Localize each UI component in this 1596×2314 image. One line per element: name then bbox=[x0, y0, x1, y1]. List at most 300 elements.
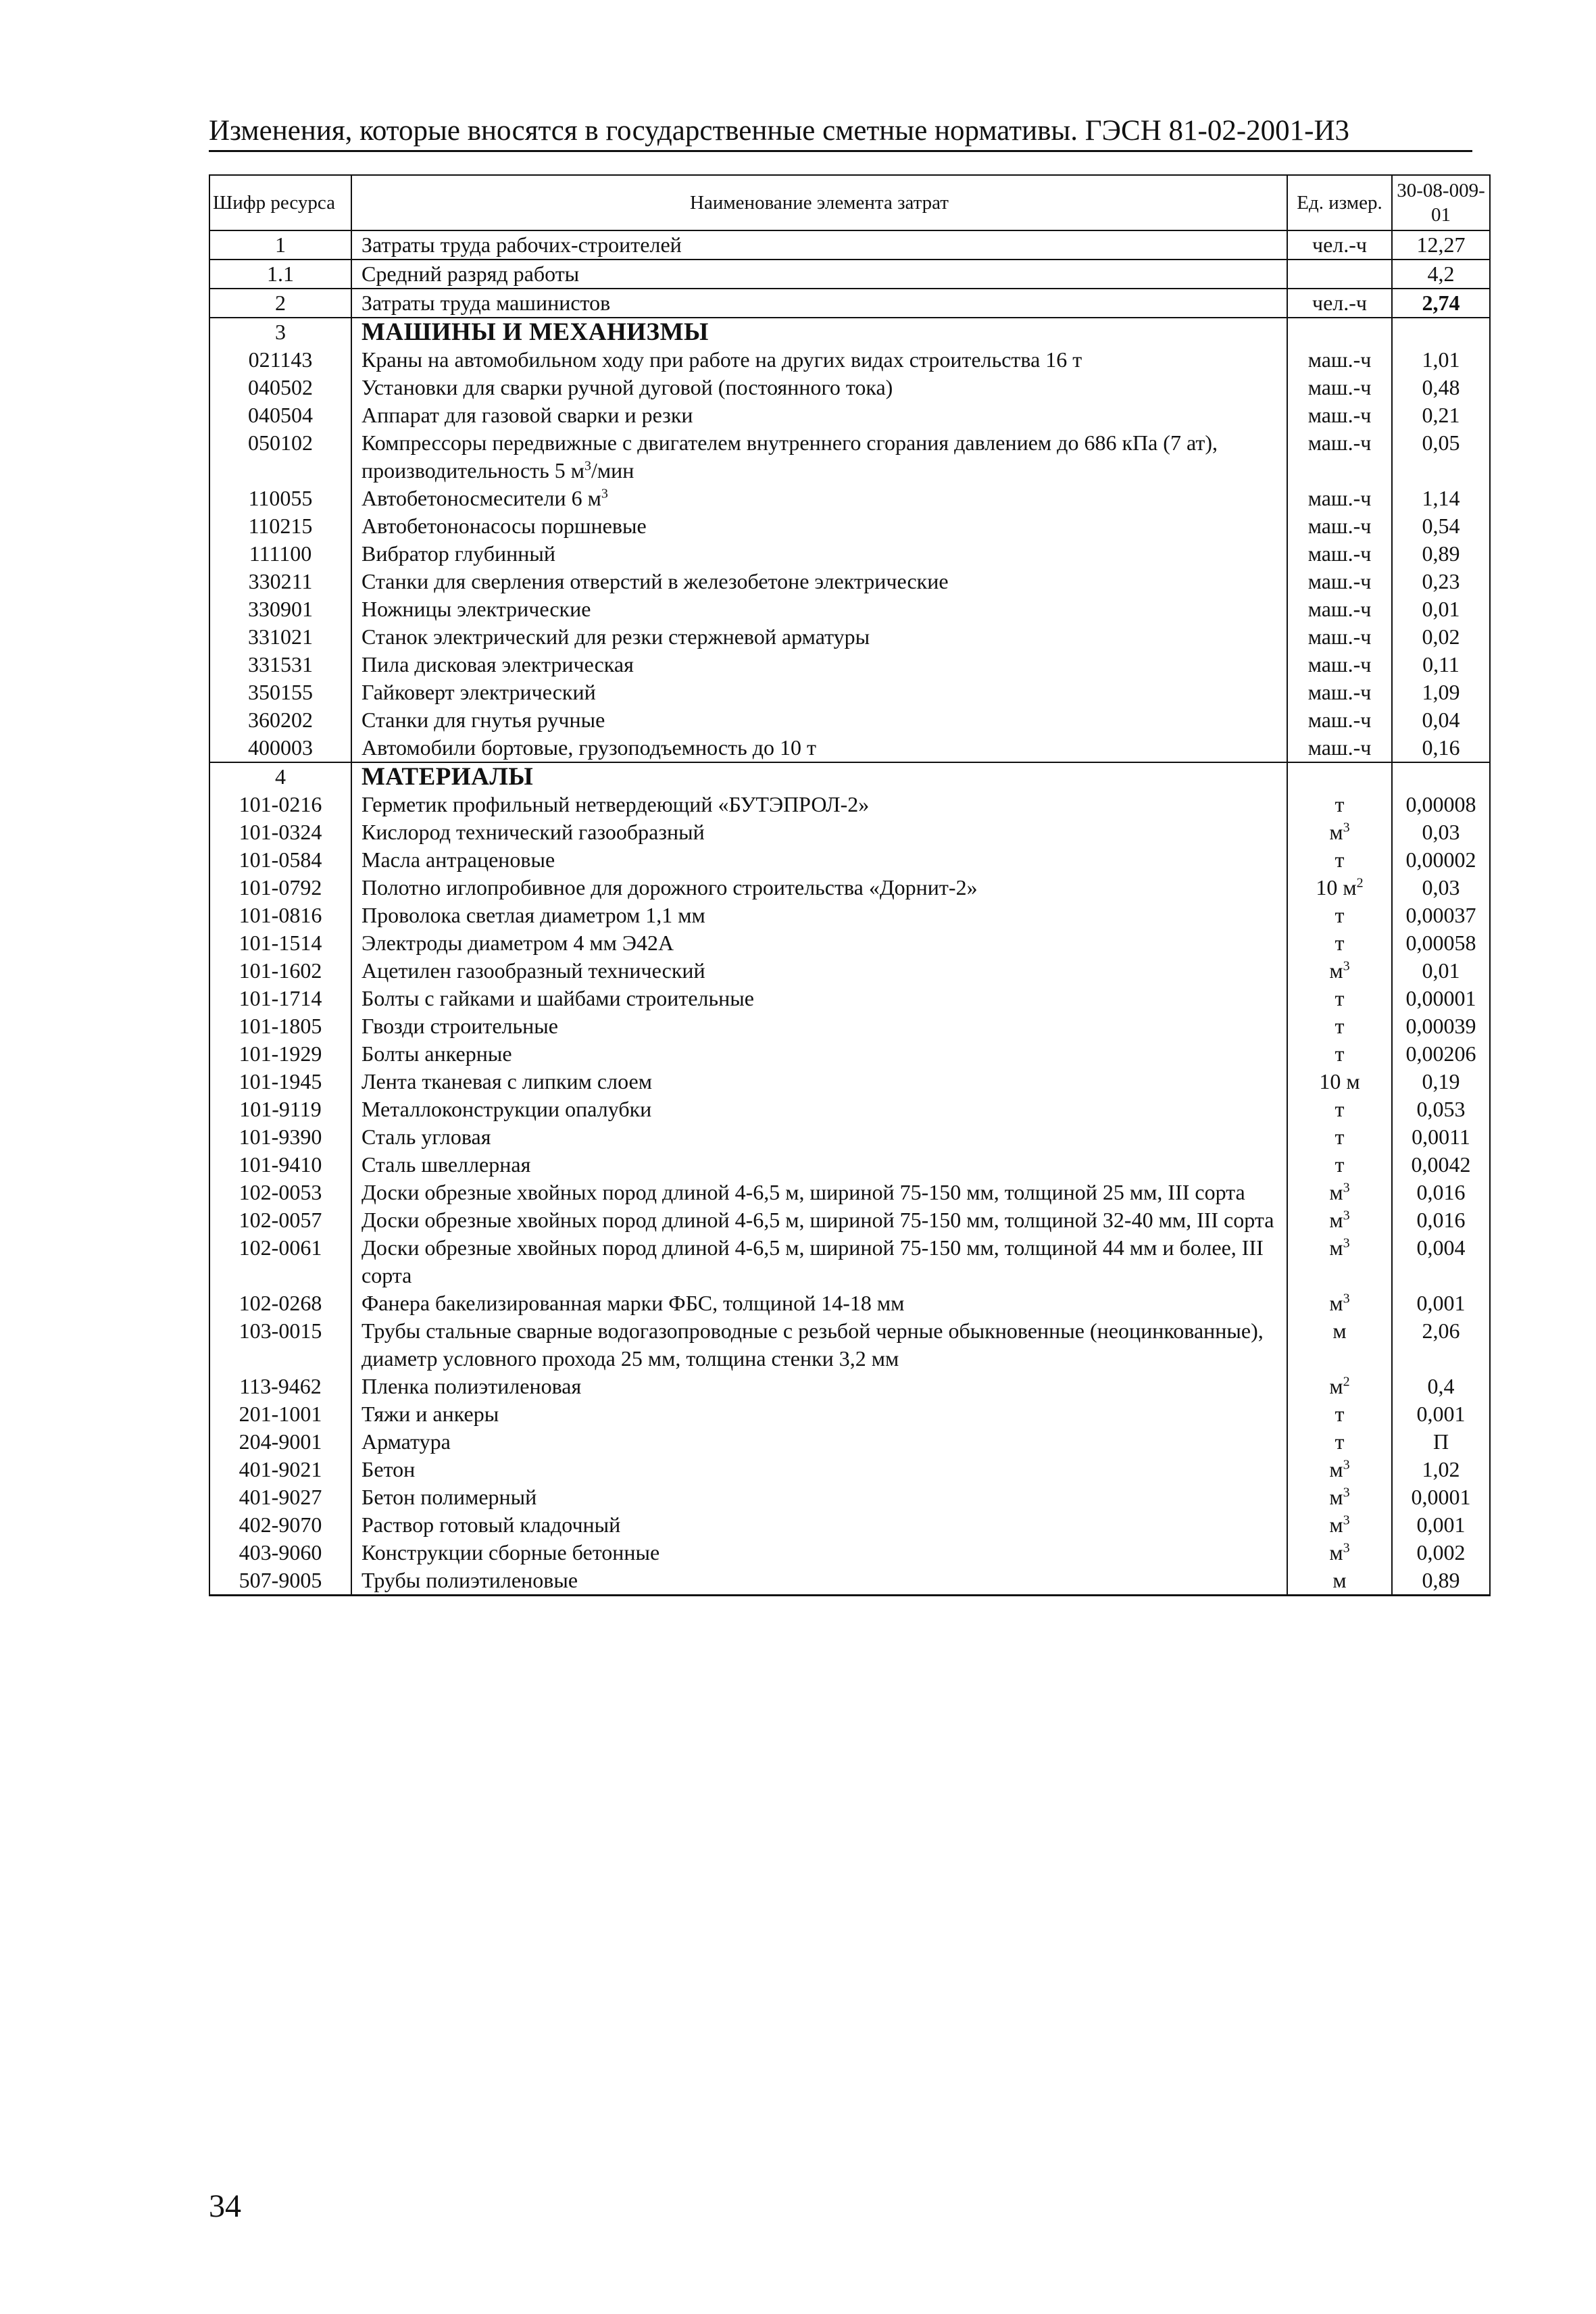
resource-code: 102-0053 bbox=[209, 1179, 351, 1206]
norm-value: П bbox=[1392, 1428, 1490, 1456]
unit-text: т bbox=[1335, 1429, 1345, 1454]
unit-of-measure bbox=[1287, 1428, 1392, 1456]
resource-code: 3 bbox=[209, 318, 351, 346]
unit-text: маш.-ч bbox=[1307, 652, 1372, 676]
resource-name-text: Компрессоры передвижные с двигателем внутреннего сгорания давлением до 686 кПа (7 ат), производительность 5 м bbox=[361, 430, 1218, 483]
norm-value: 0,001 bbox=[1392, 1289, 1490, 1317]
unit-text: маш.-ч bbox=[1307, 541, 1372, 566]
unit-text: маш.-ч bbox=[1307, 514, 1372, 538]
resource-code: 101-9410 bbox=[209, 1151, 351, 1179]
unit-of-measure bbox=[1287, 1040, 1392, 1068]
resource-code: 111100 bbox=[209, 540, 351, 568]
unit-text: чел.-ч bbox=[1312, 232, 1367, 257]
resource-code: 201-1001 bbox=[209, 1400, 351, 1428]
unit-superscript: 3 bbox=[1343, 1235, 1350, 1251]
resource-name-text: Герметик профильный нетвердеющий «БУТЭПРОЛ-2» bbox=[361, 792, 870, 816]
resource-name-text: Арматура bbox=[361, 1429, 451, 1454]
resource-code: 2 bbox=[209, 289, 351, 318]
unit-of-measure bbox=[1287, 318, 1392, 346]
unit-of-measure bbox=[1287, 651, 1392, 679]
resource-name bbox=[351, 1234, 1287, 1289]
unit-of-measure bbox=[1287, 1012, 1392, 1040]
resource-code: 101-0324 bbox=[209, 818, 351, 846]
resource-name-text: Конструкции сборные бетонные bbox=[361, 1540, 660, 1565]
resource-name bbox=[351, 706, 1287, 734]
resource-code: 402-9070 bbox=[209, 1511, 351, 1539]
unit-of-measure bbox=[1287, 1179, 1392, 1206]
resource-name-text: Станки для гнутья ручные bbox=[361, 708, 605, 732]
norm-value: 0,04 bbox=[1392, 706, 1490, 734]
norm-value: 0,00206 bbox=[1392, 1040, 1490, 1068]
name-superscript: 3 bbox=[601, 486, 608, 501]
resource-name-text: Доски обрезные хвойных пород длиной 4-6,5 м, шириной 75-150 мм, толщиной 44 мм и более, III сорта bbox=[361, 1235, 1264, 1287]
resource-code: 401-9027 bbox=[209, 1483, 351, 1511]
resource-name-text: Пленка полиэтиленовая bbox=[361, 1374, 582, 1398]
table-row bbox=[209, 1040, 1490, 1068]
unit-text: м bbox=[1329, 1374, 1343, 1398]
norm-value: 0,0042 bbox=[1392, 1151, 1490, 1179]
norm-value: 2,06 bbox=[1392, 1317, 1490, 1373]
resource-name-text: Трубы полиэтиленовые bbox=[361, 1568, 578, 1592]
column-header-norm: 30-08-009-01 bbox=[1392, 175, 1490, 230]
unit-text: м bbox=[1332, 1319, 1347, 1343]
resource-name bbox=[351, 1317, 1287, 1373]
resource-name bbox=[351, 957, 1287, 985]
resource-name bbox=[351, 1483, 1287, 1511]
resource-name bbox=[351, 429, 1287, 485]
header-rule bbox=[209, 150, 1472, 152]
resource-name-text: Полотно иглопробивное для дорожного строительства «Дорнит-2» bbox=[361, 875, 978, 900]
unit-of-measure bbox=[1287, 1234, 1392, 1289]
resource-name-text: Автобетоносмесители 6 м bbox=[361, 486, 601, 510]
resource-name-text: Средний разряд работы bbox=[361, 262, 580, 286]
resource-name-text: Затраты труда рабочих-строителей bbox=[361, 232, 682, 257]
unit-of-measure bbox=[1287, 762, 1392, 791]
table-row bbox=[209, 540, 1490, 568]
norm-value: 0,0001 bbox=[1392, 1483, 1490, 1511]
table-row bbox=[209, 1317, 1490, 1373]
unit-of-measure bbox=[1287, 1456, 1392, 1483]
norm-value: 0,05 bbox=[1392, 429, 1490, 485]
unit-text: м bbox=[1329, 958, 1343, 983]
unit-text: м bbox=[1329, 1457, 1343, 1481]
norm-value: 0,19 bbox=[1392, 1068, 1490, 1096]
unit-text: маш.-ч bbox=[1307, 680, 1372, 704]
unit-text: 10 м bbox=[1316, 875, 1357, 900]
unit-text: м bbox=[1329, 1485, 1343, 1509]
table-row bbox=[209, 512, 1490, 540]
column-header-unit: Ед. измер. bbox=[1287, 175, 1392, 230]
unit-text: м bbox=[1329, 1208, 1343, 1232]
table-row bbox=[209, 401, 1490, 429]
resource-code: 113-9462 bbox=[209, 1373, 351, 1400]
resource-code: 101-0216 bbox=[209, 791, 351, 818]
unit-superscript: 3 bbox=[1343, 820, 1350, 835]
resource-name bbox=[351, 1151, 1287, 1179]
unit-text: т bbox=[1335, 792, 1345, 816]
unit-text: маш.-ч bbox=[1307, 347, 1372, 372]
page-number: 34 bbox=[209, 2188, 241, 2224]
unit-of-measure bbox=[1287, 568, 1392, 595]
resource-name bbox=[351, 1567, 1287, 1596]
resource-name-text: МАШИНЫ И МЕХАНИЗМЫ bbox=[361, 318, 709, 346]
norm-value: 1,01 bbox=[1392, 346, 1490, 374]
resource-code: 050102 bbox=[209, 429, 351, 485]
resource-code: 101-1602 bbox=[209, 957, 351, 985]
resource-name-text: Бетон bbox=[361, 1457, 416, 1481]
table-row bbox=[209, 1068, 1490, 1096]
unit-of-measure bbox=[1287, 1151, 1392, 1179]
resource-table-container bbox=[209, 174, 1489, 1596]
table-row bbox=[209, 846, 1490, 874]
resource-name bbox=[351, 734, 1287, 762]
resource-name bbox=[351, 985, 1287, 1012]
resource-code: 101-9119 bbox=[209, 1096, 351, 1123]
resource-code: 101-0792 bbox=[209, 874, 351, 902]
unit-superscript: 3 bbox=[1343, 1457, 1350, 1473]
resource-code: 102-0057 bbox=[209, 1206, 351, 1234]
unit-text: т bbox=[1335, 1125, 1345, 1149]
table-row bbox=[209, 985, 1490, 1012]
unit-text: т bbox=[1335, 847, 1345, 872]
resource-name-text: Сталь угловая bbox=[361, 1125, 491, 1149]
resource-name bbox=[351, 595, 1287, 623]
resource-code: 350155 bbox=[209, 679, 351, 706]
unit-of-measure bbox=[1287, 818, 1392, 846]
resource-name-text: Проволока светлая диаметром 1,1 мм bbox=[361, 903, 705, 927]
norm-value: 2,74 bbox=[1392, 289, 1490, 318]
norm-value: 0,053 bbox=[1392, 1096, 1490, 1123]
unit-superscript: 3 bbox=[1343, 1208, 1350, 1223]
unit-of-measure bbox=[1287, 512, 1392, 540]
resource-name bbox=[351, 512, 1287, 540]
resource-name bbox=[351, 374, 1287, 401]
unit-of-measure bbox=[1287, 595, 1392, 623]
table-row bbox=[209, 429, 1490, 485]
unit-text: м bbox=[1332, 1568, 1347, 1592]
unit-of-measure bbox=[1287, 874, 1392, 902]
norm-value: 4,2 bbox=[1392, 260, 1490, 289]
norm-value: 1,02 bbox=[1392, 1456, 1490, 1483]
unit-superscript: 3 bbox=[1343, 1180, 1350, 1196]
resource-name bbox=[351, 791, 1287, 818]
norm-value: 0,00001 bbox=[1392, 985, 1490, 1012]
unit-of-measure bbox=[1287, 429, 1392, 485]
table-row bbox=[209, 1567, 1490, 1596]
norm-value bbox=[1392, 762, 1490, 791]
resource-code: 110055 bbox=[209, 485, 351, 512]
resource-name bbox=[351, 1040, 1287, 1068]
section-row bbox=[209, 318, 1490, 346]
unit-of-measure bbox=[1287, 485, 1392, 512]
resource-name-text: Лента тканевая с липким слоем bbox=[361, 1069, 652, 1093]
resource-name-text: Краны на автомобильном ходу при работе на других видах строительства 16 т bbox=[361, 347, 1082, 372]
unit-superscript: 2 bbox=[1343, 1374, 1350, 1389]
unit-superscript: 3 bbox=[1343, 1485, 1350, 1500]
unit-text: т bbox=[1335, 986, 1345, 1010]
resource-name bbox=[351, 818, 1287, 846]
resource-name bbox=[351, 874, 1287, 902]
resource-name bbox=[351, 902, 1287, 929]
table-row bbox=[209, 623, 1490, 651]
resource-name bbox=[351, 260, 1287, 289]
table-row bbox=[209, 734, 1490, 762]
unit-of-measure bbox=[1287, 289, 1392, 318]
unit-text: м bbox=[1329, 1291, 1343, 1315]
resource-name-text: Кислород технический газообразный bbox=[361, 820, 705, 844]
table-row bbox=[209, 1511, 1490, 1539]
resource-name-text: МАТЕРИАЛЫ bbox=[361, 763, 534, 791]
resource-name-text: Установки для сварки ручной дуговой (постоянного тока) bbox=[361, 375, 893, 399]
resource-name-text: Ножницы электрические bbox=[361, 597, 591, 621]
unit-of-measure bbox=[1287, 846, 1392, 874]
unit-of-measure bbox=[1287, 791, 1392, 818]
resource-code: 1.1 bbox=[209, 260, 351, 289]
resource-code: 204-9001 bbox=[209, 1428, 351, 1456]
norm-value: 0,00037 bbox=[1392, 902, 1490, 929]
resource-name-text: Тяжи и анкеры bbox=[361, 1402, 499, 1426]
table-row bbox=[209, 595, 1490, 623]
table-row bbox=[209, 1206, 1490, 1234]
resource-code: 400003 bbox=[209, 734, 351, 762]
table-row bbox=[209, 957, 1490, 985]
resource-name bbox=[351, 1400, 1287, 1428]
resource-name bbox=[351, 1539, 1287, 1567]
unit-superscript: 2 bbox=[1356, 875, 1364, 891]
norm-value: 0,89 bbox=[1392, 1567, 1490, 1596]
norm-value: 0,016 bbox=[1392, 1179, 1490, 1206]
unit-text: чел.-ч bbox=[1312, 291, 1367, 315]
section-title bbox=[351, 318, 1287, 346]
resource-name-text: Доски обрезные хвойных пород длиной 4-6,5 м, шириной 75-150 мм, толщиной 32-40 мм, III сорта bbox=[361, 1208, 1274, 1232]
document-header: Изменения, которые вносятся в государственные сметные нормативы. ГЭСН 81-02-2001-И3 bbox=[209, 115, 1350, 147]
table-row bbox=[209, 260, 1490, 289]
resource-name bbox=[351, 623, 1287, 651]
table-row bbox=[209, 651, 1490, 679]
norm-value: 12,27 bbox=[1392, 230, 1490, 260]
resource-name bbox=[351, 230, 1287, 260]
unit-of-measure bbox=[1287, 957, 1392, 985]
table-row bbox=[209, 1123, 1490, 1151]
table-row bbox=[209, 874, 1490, 902]
unit-of-measure bbox=[1287, 929, 1392, 957]
norm-value: 0,004 bbox=[1392, 1234, 1490, 1289]
unit-text: маш.-ч bbox=[1307, 403, 1372, 427]
resource-name-text: Гайковерт электрический bbox=[361, 680, 596, 704]
resource-name bbox=[351, 1068, 1287, 1096]
norm-value bbox=[1392, 318, 1490, 346]
table-row bbox=[209, 289, 1490, 318]
unit-of-measure bbox=[1287, 1206, 1392, 1234]
unit-superscript: 3 bbox=[1343, 1540, 1350, 1556]
norm-value: 0,23 bbox=[1392, 568, 1490, 595]
resource-name bbox=[351, 1511, 1287, 1539]
unit-of-measure bbox=[1287, 1096, 1392, 1123]
table-row bbox=[209, 1179, 1490, 1206]
table-row bbox=[209, 929, 1490, 957]
unit-of-measure bbox=[1287, 679, 1392, 706]
table-row bbox=[209, 1428, 1490, 1456]
unit-of-measure bbox=[1287, 902, 1392, 929]
section-row bbox=[209, 762, 1490, 791]
resource-code: 101-1514 bbox=[209, 929, 351, 957]
resource-code: 040502 bbox=[209, 374, 351, 401]
table-row bbox=[209, 374, 1490, 401]
table-row bbox=[209, 1483, 1490, 1511]
resource-name bbox=[351, 1428, 1287, 1456]
resource-name bbox=[351, 1123, 1287, 1151]
unit-superscript: 3 bbox=[1343, 1512, 1350, 1528]
table-row bbox=[209, 1151, 1490, 1179]
norm-value: 0,03 bbox=[1392, 874, 1490, 902]
resource-name bbox=[351, 1179, 1287, 1206]
resource-name-text: Металлоконструкции опалубки bbox=[361, 1097, 652, 1121]
unit-of-measure bbox=[1287, 374, 1392, 401]
unit-of-measure bbox=[1287, 1123, 1392, 1151]
resource-code: 101-1929 bbox=[209, 1040, 351, 1068]
norm-value: 1,14 bbox=[1392, 485, 1490, 512]
unit-of-measure bbox=[1287, 1289, 1392, 1317]
resource-code: 360202 bbox=[209, 706, 351, 734]
unit-text: маш.-ч bbox=[1307, 597, 1372, 621]
unit-text: маш.-ч bbox=[1307, 624, 1372, 649]
norm-value: 0,0011 bbox=[1392, 1123, 1490, 1151]
norm-value: 0,02 bbox=[1392, 623, 1490, 651]
resource-name-text: Автобетононасосы поршневые bbox=[361, 514, 647, 538]
norm-value: 0,54 bbox=[1392, 512, 1490, 540]
norm-value: 0,00039 bbox=[1392, 1012, 1490, 1040]
resource-name bbox=[351, 485, 1287, 512]
resource-name-text: Раствор готовый кладочный bbox=[361, 1512, 621, 1537]
resource-code: 101-1805 bbox=[209, 1012, 351, 1040]
name-superscript: 3 bbox=[584, 458, 591, 474]
table-row bbox=[209, 568, 1490, 595]
table-row bbox=[209, 706, 1490, 734]
unit-of-measure bbox=[1287, 706, 1392, 734]
norm-value: 0,48 bbox=[1392, 374, 1490, 401]
unit-of-measure bbox=[1287, 230, 1392, 260]
resource-name-text: Фанера бакелизированная марки ФБС, толщиной 14-18 мм bbox=[361, 1291, 905, 1315]
table-row bbox=[209, 1373, 1490, 1400]
table-row bbox=[209, 1012, 1490, 1040]
norm-value: 0,002 bbox=[1392, 1539, 1490, 1567]
norm-value: 0,016 bbox=[1392, 1206, 1490, 1234]
unit-text: маш.-ч bbox=[1307, 430, 1372, 455]
resource-name-text: Затраты труда машинистов bbox=[361, 291, 611, 315]
resource-name bbox=[351, 679, 1287, 706]
resource-name-text: Ацетилен газообразный технический bbox=[361, 958, 705, 983]
resource-table bbox=[209, 174, 1491, 1596]
unit-superscript: 3 bbox=[1343, 1291, 1350, 1306]
unit-of-measure bbox=[1287, 401, 1392, 429]
resource-code: 101-9390 bbox=[209, 1123, 351, 1151]
resource-name-tail: /мин bbox=[591, 458, 634, 483]
unit-text: т bbox=[1335, 903, 1345, 927]
unit-of-measure bbox=[1287, 623, 1392, 651]
table-row bbox=[209, 1456, 1490, 1483]
unit-of-measure bbox=[1287, 734, 1392, 762]
norm-value: 0,01 bbox=[1392, 957, 1490, 985]
column-header-code: Шифр ресурса bbox=[209, 175, 351, 230]
resource-name-text: Болты анкерные bbox=[361, 1041, 512, 1066]
unit-of-measure bbox=[1287, 1483, 1392, 1511]
table-row bbox=[209, 1234, 1490, 1289]
resource-name-text: Станок электрический для резки стержневой арматуры bbox=[361, 624, 870, 649]
unit-text: т bbox=[1335, 1014, 1345, 1038]
resource-code: 331021 bbox=[209, 623, 351, 651]
table-row bbox=[209, 1289, 1490, 1317]
table-body bbox=[209, 230, 1490, 1596]
resource-name-text: Автомобили бортовые, грузоподъемность до 10 т bbox=[361, 735, 816, 760]
resource-name-text: Бетон полимерный bbox=[361, 1485, 537, 1509]
resource-code: 102-0268 bbox=[209, 1289, 351, 1317]
unit-superscript: 3 bbox=[1343, 958, 1350, 974]
norm-value: 0,21 bbox=[1392, 401, 1490, 429]
resource-name bbox=[351, 929, 1287, 957]
resource-name-text: Станки для сверления отверстий в железобетоне электрические bbox=[361, 569, 949, 593]
section-title bbox=[351, 762, 1287, 791]
unit-text: т bbox=[1335, 1152, 1345, 1177]
resource-code: 101-0584 bbox=[209, 846, 351, 874]
table-row bbox=[209, 346, 1490, 374]
resource-code: 102-0061 bbox=[209, 1234, 351, 1289]
unit-of-measure bbox=[1287, 1567, 1392, 1596]
norm-value: 0,00008 bbox=[1392, 791, 1490, 818]
unit-text: м bbox=[1329, 820, 1343, 844]
unit-text: маш.-ч bbox=[1307, 375, 1372, 399]
norm-value: 0,11 bbox=[1392, 651, 1490, 679]
resource-name bbox=[351, 1373, 1287, 1400]
unit-text: т bbox=[1335, 931, 1345, 955]
unit-text: 10 м bbox=[1319, 1069, 1360, 1093]
unit-of-measure bbox=[1287, 1373, 1392, 1400]
resource-name bbox=[351, 401, 1287, 429]
resource-name-text: Пила дисковая электрическая bbox=[361, 652, 634, 676]
resource-code: 330211 bbox=[209, 568, 351, 595]
resource-code: 507-9005 bbox=[209, 1567, 351, 1596]
resource-code: 401-9021 bbox=[209, 1456, 351, 1483]
resource-name-text: Болты с гайками и шайбами строительные bbox=[361, 986, 754, 1010]
unit-of-measure bbox=[1287, 540, 1392, 568]
resource-name-text: Гвозди строительные bbox=[361, 1014, 558, 1038]
unit-text: т bbox=[1335, 1097, 1345, 1121]
resource-name-text: Электроды диаметром 4 мм Э42А bbox=[361, 931, 674, 955]
norm-value: 0,01 bbox=[1392, 595, 1490, 623]
column-header-name: Наименование элемента затрат bbox=[351, 175, 1287, 230]
norm-value: 1,09 bbox=[1392, 679, 1490, 706]
norm-value: 0,4 bbox=[1392, 1373, 1490, 1400]
unit-text: маш.-ч bbox=[1307, 735, 1372, 760]
table-header-row bbox=[209, 175, 1490, 230]
norm-value: 0,001 bbox=[1392, 1400, 1490, 1428]
unit-of-measure bbox=[1287, 1317, 1392, 1373]
resource-name bbox=[351, 1096, 1287, 1123]
resource-name-text: Масла антраценовые bbox=[361, 847, 555, 872]
resource-code: 101-1945 bbox=[209, 1068, 351, 1096]
unit-text: маш.-ч bbox=[1307, 486, 1372, 510]
resource-code: 4 bbox=[209, 762, 351, 791]
unit-text: м bbox=[1329, 1180, 1343, 1204]
resource-code: 110215 bbox=[209, 512, 351, 540]
unit-of-measure bbox=[1287, 1400, 1392, 1428]
norm-value: 0,001 bbox=[1392, 1511, 1490, 1539]
unit-of-measure bbox=[1287, 1511, 1392, 1539]
table-row bbox=[209, 818, 1490, 846]
unit-text: маш.-ч bbox=[1307, 708, 1372, 732]
unit-of-measure bbox=[1287, 346, 1392, 374]
resource-code: 331531 bbox=[209, 651, 351, 679]
unit-text: м bbox=[1329, 1540, 1343, 1565]
